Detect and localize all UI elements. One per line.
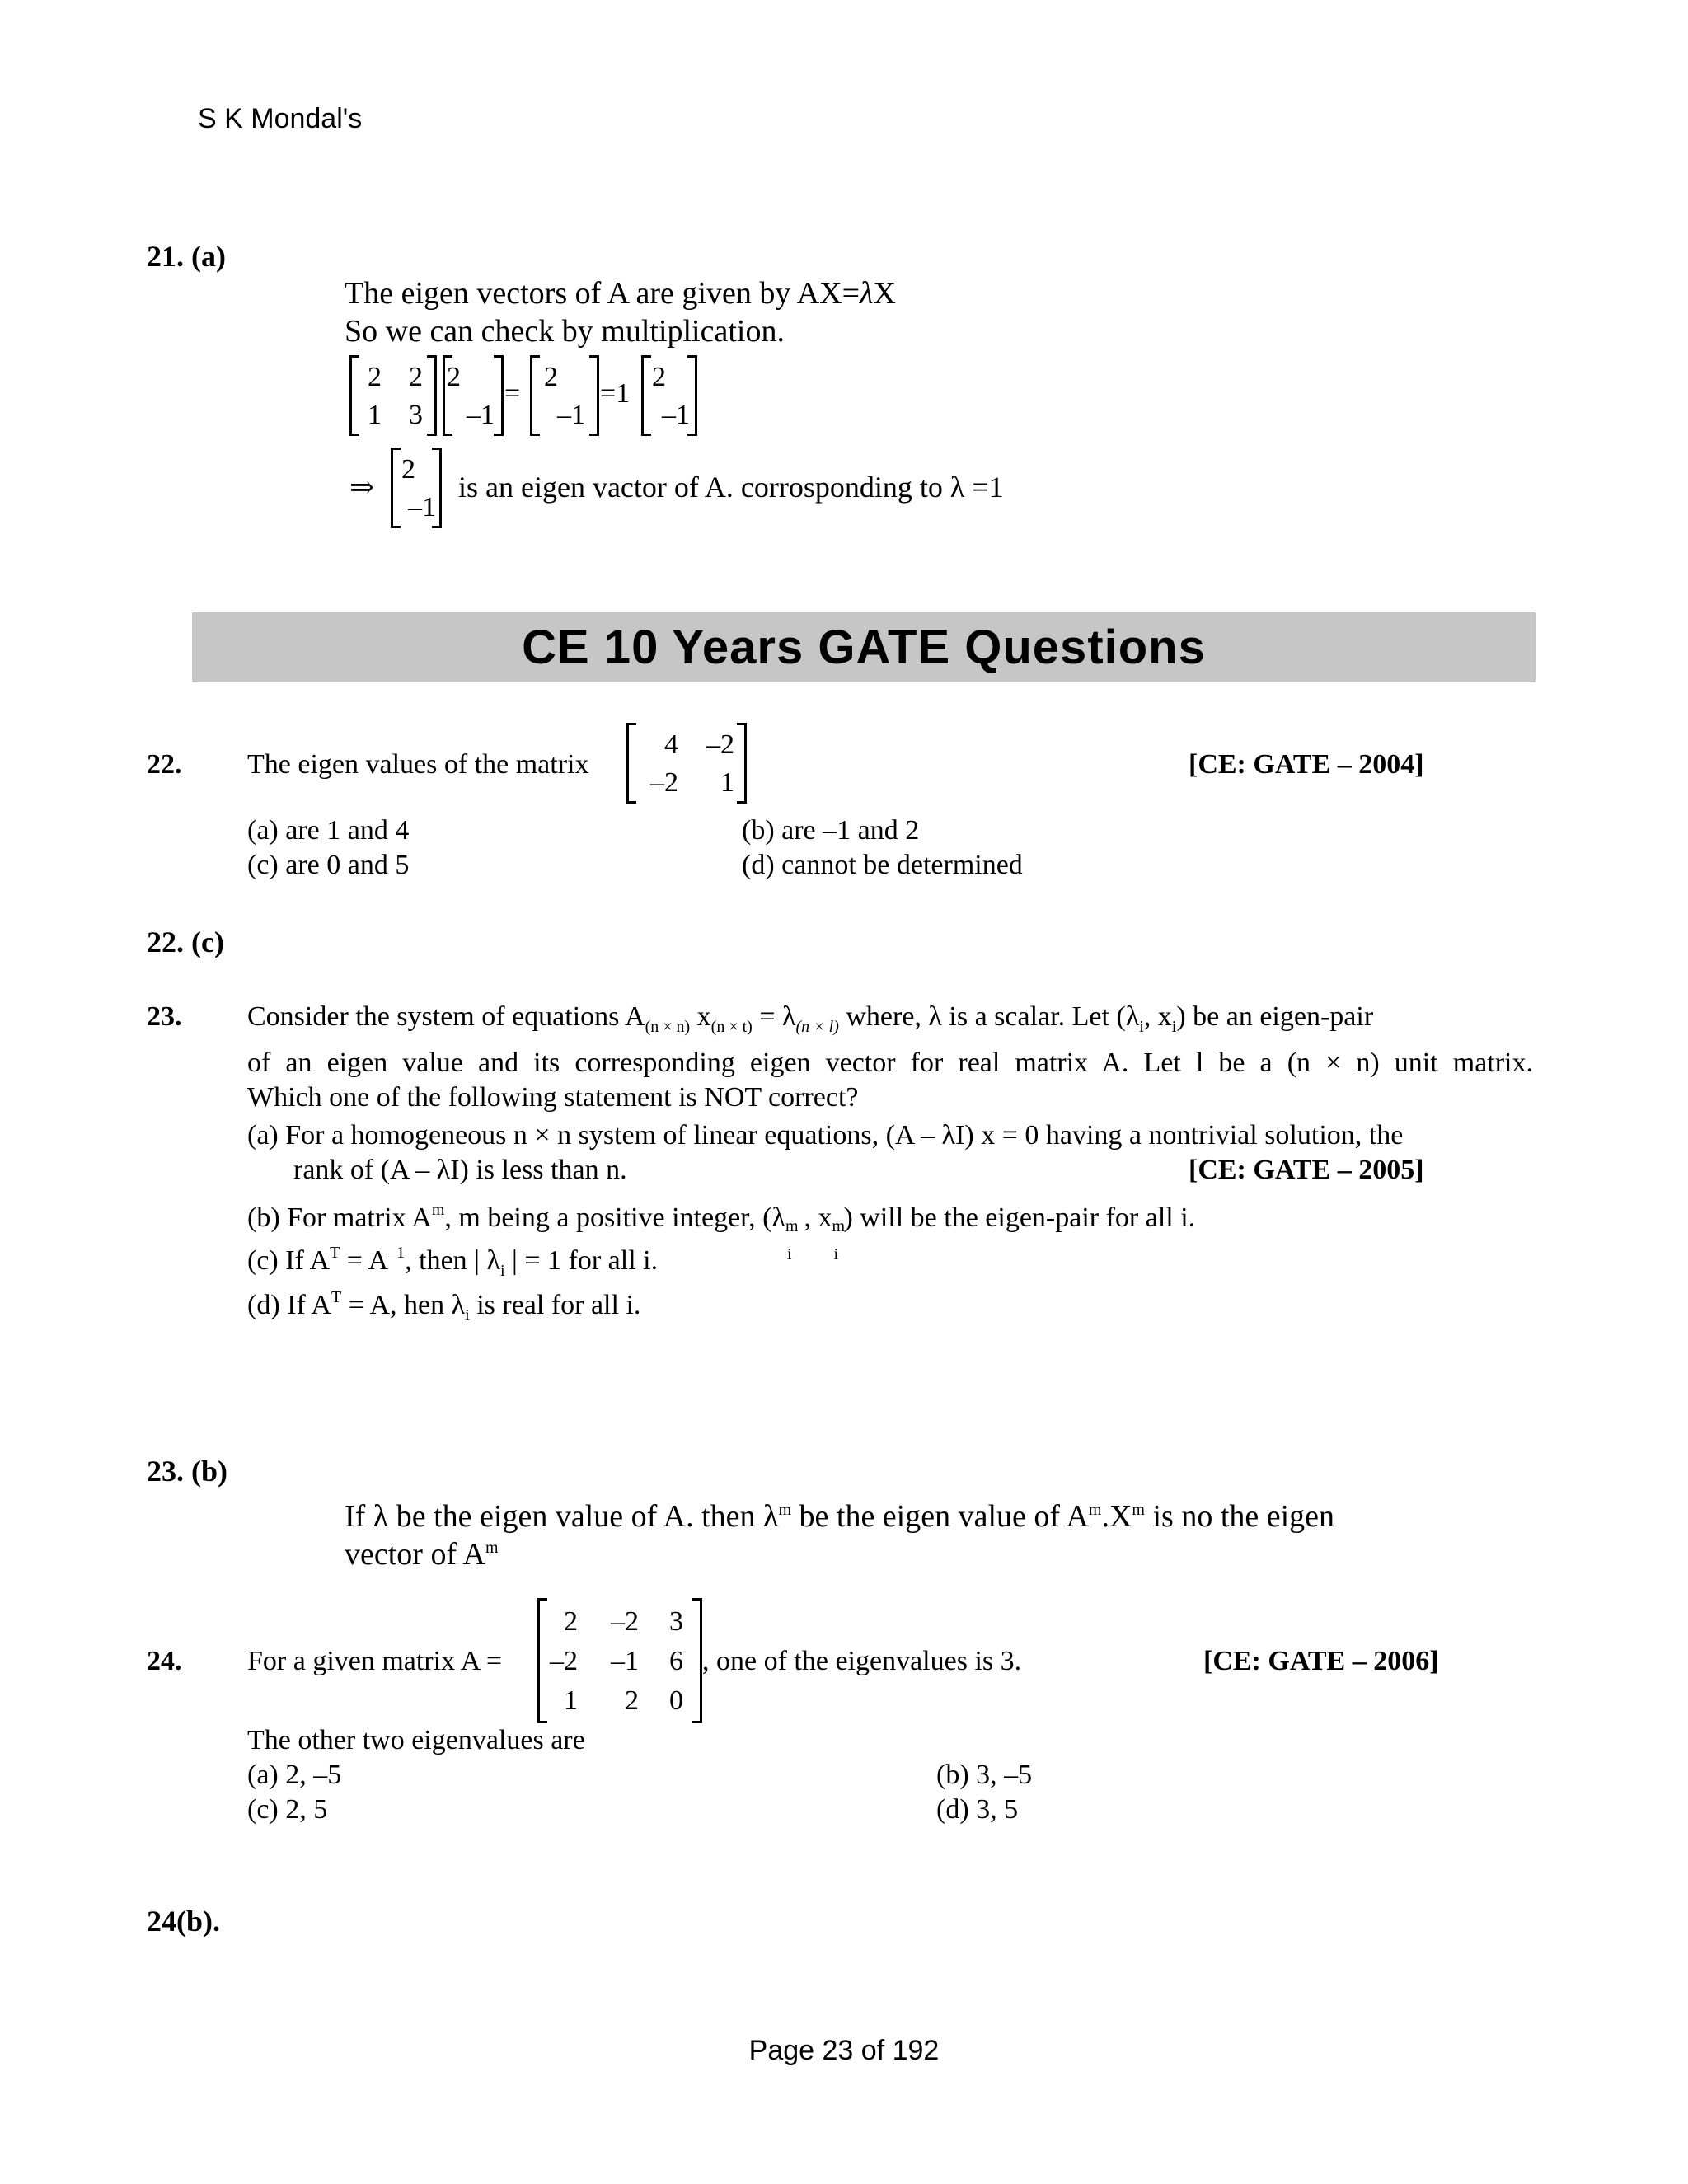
q21-conclusion: is an eigen vactor of A. corrosponding to λ =1	[458, 471, 1004, 504]
section-banner	[192, 612, 1536, 682]
q22-matrix: 4 –2 –2 1	[626, 725, 747, 801]
q24-text: For a given matrix A =	[247, 1646, 503, 1676]
q23-line2: of an eigen value and its corresponding eigen vector for real matrix A. Let l be a (n × n) unit matrix.	[247, 1047, 1533, 1078]
q24-option-b: (b) 3, –5	[936, 1760, 1033, 1790]
q21-equals-1: =	[504, 378, 521, 409]
q21-equals-2: =1	[600, 378, 631, 409]
q21-vector-1: 2 –1	[443, 358, 504, 434]
q21-matrix-a: 2 2 1 3	[349, 358, 437, 434]
q24-option-d: (d) 3, 5	[936, 1794, 1019, 1825]
q22-number: 22.	[147, 749, 182, 780]
q23-source: [CE: GATE – 2005]	[1189, 1155, 1424, 1185]
q24-line2: The other two eigenvalues are	[247, 1725, 585, 1755]
implies-arrow: ⇒	[349, 471, 375, 504]
q24-option-c: (c) 2, 5	[247, 1794, 328, 1825]
q23-answer-label: 23. (b)	[147, 1455, 227, 1488]
q22-option-c: (c) are 0 and 5	[247, 850, 410, 880]
q23-number: 23.	[147, 1001, 182, 1032]
q24-number: 24.	[147, 1646, 182, 1676]
q24-matrix: 2 –2 3 –2 –1 6 1 2 0	[537, 1601, 702, 1721]
q21-line2: So we can check by multiplication.	[345, 314, 785, 349]
q22-option-b: (b) are –1 and 2	[742, 815, 920, 846]
q23-option-b: (b) For matrix $A^m$, m being a positive integer, (λ m i , x m i ) will be the eigen-pair for all i.	[247, 1201, 1196, 1263]
q22-text: The eigen values of the matrix	[247, 749, 589, 780]
page-number: Page 23 of 192	[748, 2035, 940, 2066]
q23-option-d: (d) If $A^T = A$, hen $\lambda_i$ is real for all i.	[247, 1288, 641, 1324]
q21-vector-3: 2 –1	[641, 358, 697, 434]
q22-source: [CE: GATE – 2004]	[1189, 749, 1424, 780]
q23-option-c: (c) If $A^T = A^{-1}$, then | $\lambda_i$ | = 1 for all i.	[247, 1244, 659, 1280]
q24-answer: 24(b).	[147, 1905, 220, 1938]
q24-option-a: (a) 2, –5	[247, 1760, 342, 1790]
q21-vector-2: 2 –1	[530, 358, 599, 434]
q22-option-d: (d) cannot be determined	[742, 850, 1023, 880]
q23-line1: Consider the system of equations $A_{(n \times n)}$ $x_{(n \times t)} = \lambda_{(n \times l)}$ where, λ is a scalar. Let ($\lambda_i$, $x_i$) be an eigen-pair	[247, 1001, 1374, 1036]
q22-answer: 22. (c)	[147, 926, 224, 958]
q24-text-after: , one of the eigenvalues is 3.	[702, 1646, 1022, 1676]
q24-source: [CE: GATE – 2006]	[1203, 1646, 1439, 1676]
q23-option-a-line2: rank of (A – λI) is less than n.	[293, 1155, 627, 1185]
q23-line3: Which one of the following statement is NOT correct?	[247, 1082, 859, 1113]
q23-answer-line2: vector of $A^m$	[345, 1537, 499, 1572]
q22-option-a: (a) are 1 and 4	[247, 815, 410, 846]
q23-answer-line1: If λ be the eigen value of A. then $\lambda^m$ be the eigen value of $A^m.X^m$ is no the eigen	[345, 1499, 1335, 1534]
q21-answer-label: 21. (a)	[147, 240, 226, 273]
q23-option-a-line1: (a) For a homogeneous n × n system of linear equations, (A – λI) x = 0 having a nontrivial solution, the	[247, 1120, 1404, 1151]
q21-eigenvector: 2 –1	[391, 450, 442, 526]
q21-line1: The eigen vectors of A are given by AX=λX	[345, 276, 896, 311]
header-author: S K Mondal's	[198, 103, 363, 134]
section-title: CE 10 Years GATE Questions	[522, 621, 1206, 674]
